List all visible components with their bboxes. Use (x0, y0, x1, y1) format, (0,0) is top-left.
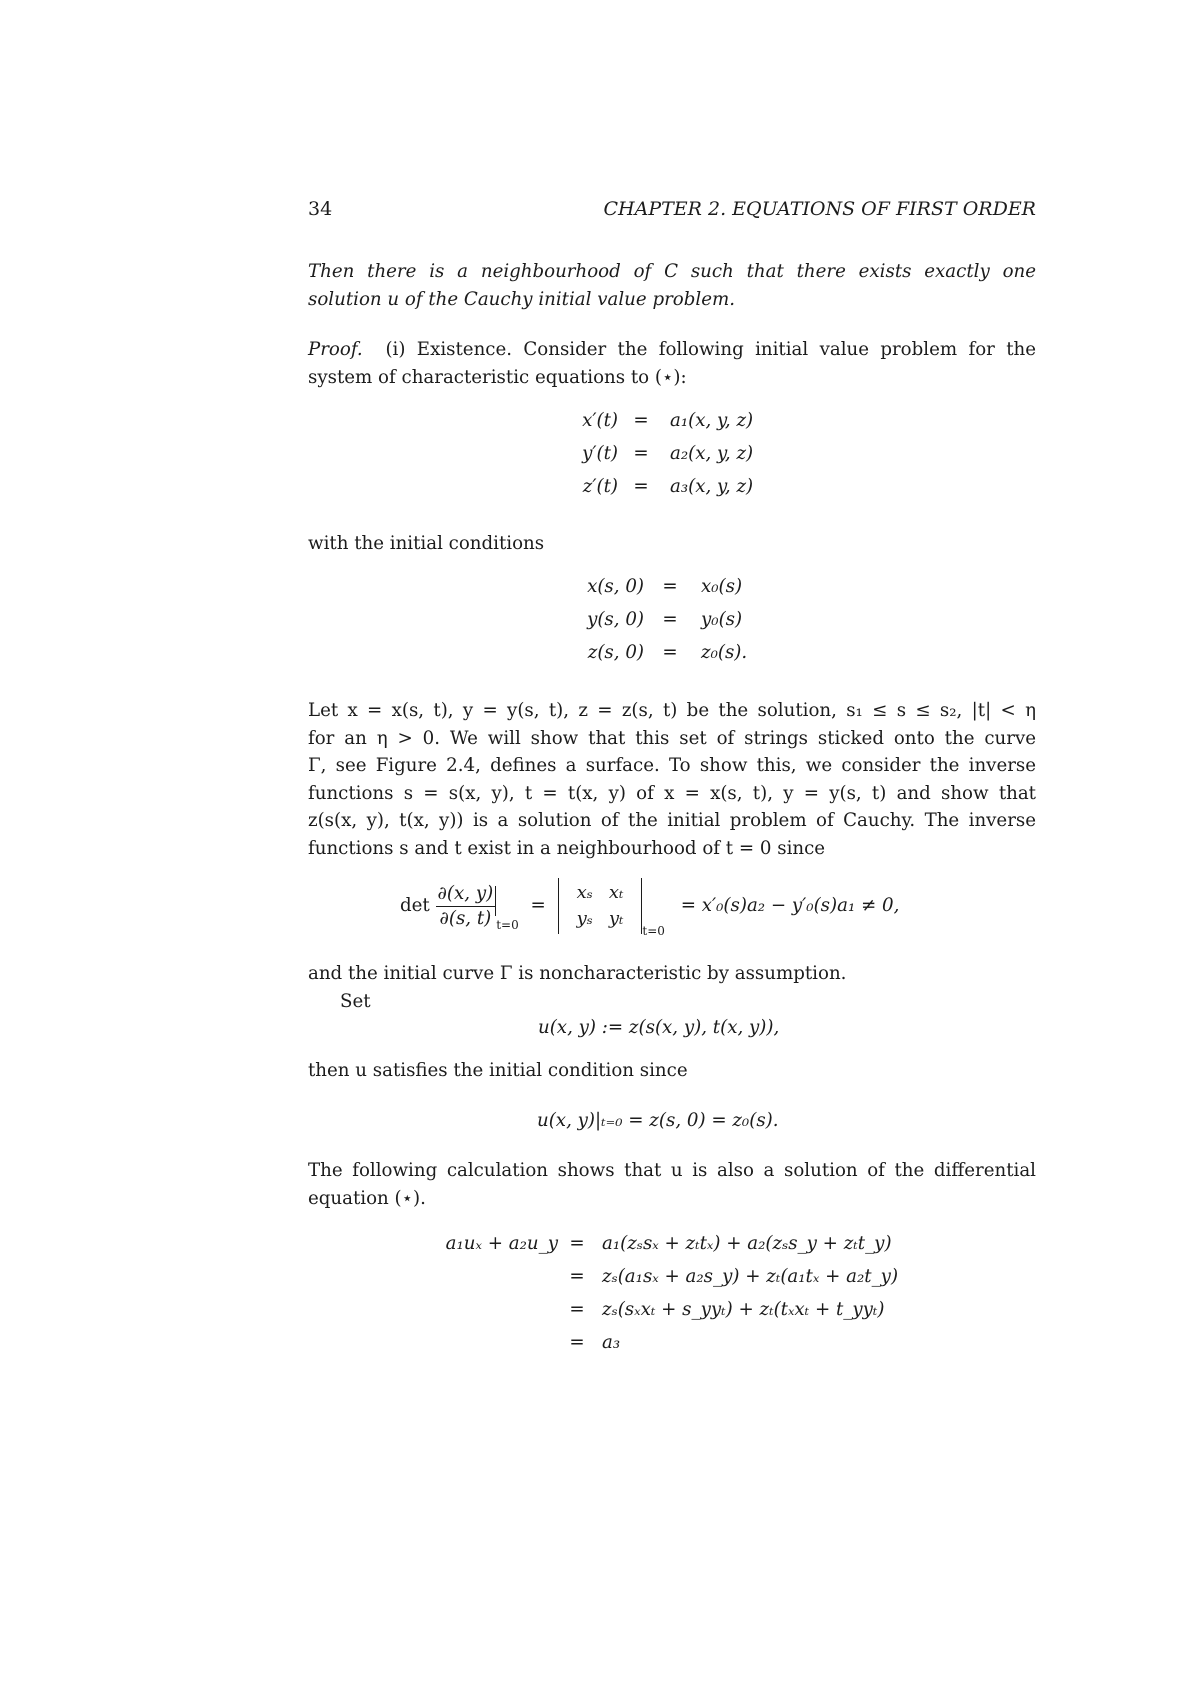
equation-rhs: a₁(x, y, z) (670, 410, 754, 431)
u-definition: u(x, y) := z(s(x, y), t(x, y)), (538, 1017, 780, 1038)
fraction-numerator: ∂(x, y) (436, 882, 496, 907)
equation-rhs: y₀(s) (701, 609, 743, 630)
chapter-title: CHAPTER 2. EQUATIONS OF FIRST ORDER (603, 198, 1036, 220)
evaluation-point: t=0 (642, 924, 665, 938)
equation-relation: = (633, 410, 649, 431)
characteristic-system (0, 410, 1200, 510)
jacobian-equation (400, 878, 899, 938)
equation-row (0, 1233, 1200, 1263)
equation-lhs: x′(t) (582, 410, 618, 431)
matrix-cell: xₜ (608, 882, 624, 903)
text-line: Set (340, 990, 371, 1012)
equation-relation: = (662, 609, 678, 630)
calculation-array (0, 1233, 1200, 1373)
text-line: Γ, see Figure 2.4, defines a surface. To show this, we consider the inverse (308, 755, 1036, 776)
equation-relation: = (662, 642, 678, 663)
text-line: The following calculation shows that u is also a solution of the differential (308, 1160, 1036, 1181)
equation-row (0, 1299, 1200, 1329)
text-line: functions s = s(x, y), t = t(x, y) of x = x(s, t), y = y(s, t) and show that (308, 782, 1036, 804)
equation-rhs: zₛ(a₁sₓ + a₂s_y) + zₜ(a₁tₓ + a₂t_y) (602, 1266, 899, 1287)
equation-rhs: a₃ (602, 1332, 621, 1353)
matrix-cell: yₛ (576, 908, 593, 929)
proof-line (308, 336, 1036, 364)
jacobian-matrix (558, 878, 643, 934)
equation-rhs: a₂(x, y, z) (670, 443, 754, 464)
matrix-cell: yₜ (608, 908, 624, 929)
equation-rhs: z₀(s). (701, 642, 748, 663)
theorem-line: Then there is a neighbourhood of C such that there exists exactly one (308, 261, 1036, 282)
equation-relation: = (633, 443, 649, 464)
equation-row (0, 1266, 1200, 1296)
initial-conditions-label (308, 530, 1036, 558)
equation-row (0, 642, 1200, 672)
initial-conditions (0, 576, 1200, 676)
equation-lhs: y′(t) (582, 443, 618, 464)
equation-relation: = (662, 576, 678, 597)
theorem-line: solution u of the Cauchy initial value problem. (308, 288, 735, 310)
proof-label: Proof. (308, 339, 363, 360)
calculation-intro (308, 1157, 1036, 1212)
equation-relation: = (569, 1299, 585, 1320)
equation-lhs: x(s, 0) (587, 576, 644, 597)
running-header (308, 198, 1036, 226)
solution-paragraph (308, 697, 1036, 862)
equation-rhs: a₁(zₛsₓ + zₜtₓ) + a₂(zₛs_y + zₜt_y) (602, 1233, 892, 1254)
equation-row (0, 1332, 1200, 1362)
equals-sign: = (530, 895, 546, 916)
text-line: equation (⋆). (308, 1187, 426, 1209)
equation-row (0, 410, 1200, 440)
text-line: Let x = x(s, t), y = y(s, t), z = z(s, t) be the solution, s₁ ≤ s ≤ s₂, |t| < η (308, 700, 1036, 721)
jacobian-result: = x′₀(s)a₂ − y′₀(s)a₁ ≠ 0, (680, 895, 900, 916)
proof-intro (308, 336, 1036, 391)
equation-relation: = (569, 1266, 585, 1287)
equation-row (0, 443, 1200, 473)
equation-row (0, 476, 1200, 506)
text-line: for an η > 0. We will show that this set of strings sticked onto the curve (308, 727, 1036, 749)
equation-lhs: a₁uₓ + a₂u_y (445, 1233, 558, 1254)
noncharacteristic-paragraph (308, 960, 1036, 1015)
equation-row (0, 576, 1200, 606)
u-initial-equation: u(x, y)|ₜ₌₀ = z(s, 0) = z₀(s). (537, 1110, 779, 1131)
initial-condition-line (308, 1057, 1036, 1085)
equation-relation: = (569, 1332, 585, 1353)
proof-line-text: (i) Existence. Consider the following initial value problem for the (385, 339, 1036, 360)
page-number: 34 (308, 198, 333, 220)
text-line: with the initial conditions (308, 533, 545, 554)
equation-rhs: zₛ(sₓxₜ + s_yyₜ) + zₜ(tₓxₜ + t_yyₜ) (602, 1299, 885, 1320)
fraction-denominator: ∂(s, t) (439, 907, 492, 929)
evaluation-bar (495, 886, 496, 916)
equation-lhs: z′(t) (582, 476, 618, 497)
equation-lhs: z(s, 0) (587, 642, 644, 663)
det-label: det (400, 895, 430, 916)
equation-row (0, 609, 1200, 639)
theorem-conclusion (308, 258, 1036, 313)
matrix-cell: xₛ (576, 882, 593, 903)
equation-relation: = (569, 1233, 585, 1254)
equation-lhs: y(s, 0) (587, 609, 644, 630)
proof-line: system of characteristic equations to (⋆): (308, 366, 687, 388)
equation-rhs: x₀(s) (701, 576, 743, 597)
text-line: functions s and t exist in a neighbourhood of t = 0 since (308, 837, 826, 859)
evaluation-point: t=0 (496, 918, 519, 932)
text-line: z(s(x, y), t(x, y)) is a solution of the initial problem of Cauchy. The inverse (308, 810, 1036, 831)
jacobian-fraction (436, 882, 496, 931)
equation-rhs: a₃(x, y, z) (670, 476, 754, 497)
text-line: and the initial curve Γ is noncharacteristic by assumption. (308, 963, 847, 984)
equation-relation: = (633, 476, 649, 497)
text-line: then u satisfies the initial condition since (308, 1060, 688, 1081)
